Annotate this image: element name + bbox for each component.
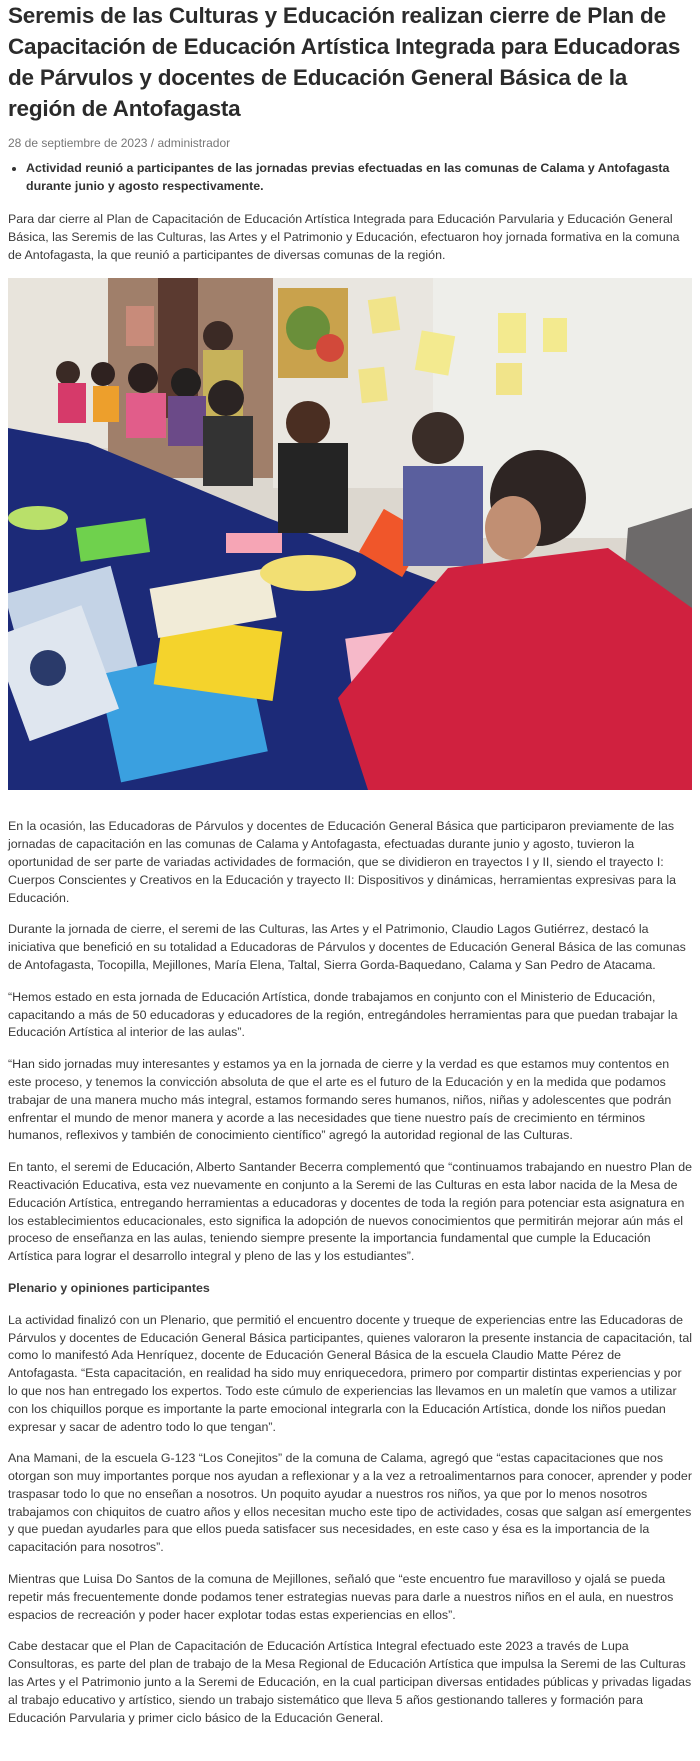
body-paragraph: “Hemos estado en esta jornada de Educación Artística, donde trabajamos en conjunto con el Ministerio de Educación, capacitando a más de 50 educadoras y educadores de la región, entregándoles herramientas para que puedan trabajar la Educación Artística al interior de las aulas”. bbox=[8, 989, 678, 1040]
intro-paragraph: Para dar cierre al Plan de Capacitación de Educación Artística Integrada para Educación Parvularia y Educación General Básica, las Seremis de las Culturas, las Artes y el Patrimonio y Educación, efectuaron hoy jornada formativa en la comuna de Antofagasta, la que reunió a participantes de diversas comunas de la región. bbox=[8, 212, 680, 262]
body-paragraph: En tanto, el seremi de Educación, Alberto Santander Becerra complementó que “continuamos trabajando en nuestro Plan de Reactivación Educativa, esta vez nuevamente en conjunto a la Seremi de las Culturas en esta labor nacida de la Mesa de Educación Artística, entregando herramientas a educadoras y docentes de toda la región para potenciar esta asignatura en los establecimientos educacionales, esto significa la adopción de nuevos conocimientos que permitirán mejorar aún más el proceso de enseñanza en las aulas, teniendo siempre presente la importancia fundamental que cumple la Educación Artística para lograr el desarrollo integral y pleno de las y los estudiantes”. bbox=[8, 1160, 692, 1264]
body-paragraph: En la ocasión, las Educadoras de Párvulos y docentes de Educación General Básica que participaron previamente de las jornadas de capacitación en las comunas de Calama y Antofagasta, efectuadas durante junio y agosto, tuvieron la oportunidad de ser parte de variadas actividades de formación, que se dividieron en trayectos I y II, siendo el trayecto I: Cuerpos Conscientes y Creativos en la Educación y trayecto II: Dispositivos y dinámicas, herramientas expresivas para la Educación. bbox=[8, 819, 677, 905]
body-paragraph: Cabe destacar que el Plan de Capacitación de Educación Artística Integral efectuado este 2023 a través de Lupa Consultoras, es parte del plan de trabajo de la Mesa Regional de Educación Artística que impulsa la Seremi de las Culturas las Artes y el Patrimonio junto a la Seremi de Educación, en la cual participan diversas entidades públicas y privadas ligadas al trabajo educativo y artístico, siendo un trabajo sistemático que lleva 5 años gestionando talleres y formación para Educación Parvularia y primer ciclo básico de la Educación General. bbox=[8, 1639, 692, 1725]
highlight-item: • Actividad reunió a participantes de las jornadas previas efectuadas en las comunas de Calama y Antofagasta durante junio y agosto respectivamente. bbox=[26, 160, 692, 195]
post-date-link[interactable]: 28 de septiembre de 2023 bbox=[8, 136, 148, 150]
meta-separator: / bbox=[147, 136, 158, 150]
section-subheading: Plenario y opiniones participantes bbox=[8, 1280, 210, 1295]
author-link[interactable]: administrador bbox=[157, 136, 231, 150]
body-paragraph: “Han sido jornadas muy interesantes y estamos ya en la jornada de cierre y la verdad es que estamos muy contentos en este proceso, y tenemos la convicción absoluta de que el arte es el futuro de la Educación y en la medida que podamos trabajar de una manera mucho más integral, estamos formando seres humanos, niños, niñas y adolescentes que podrán enfrentar el mundo de menor manera y acorde a las necesidades que tiene nuestro país de crecimiento en términos humanos, reflexivos y también de conocimiento científico” agregó la autoridad regional de las Culturas. bbox=[8, 1057, 672, 1143]
article-title: Seremis de las Culturas y Educación realizan cierre de Plan de Capacitación de Educación Artística Integrada para Educadoras de Párvulos y docentes de Educación General Básica de la región de Antofagasta bbox=[8, 3, 681, 121]
workshop-photo-illustration bbox=[8, 278, 692, 790]
body-paragraph: Ana Mamani, de la escuela G-123 “Los Conejitos” de la comuna de Calama, agregó que “estas capacitaciones que nos otorgan son muy importantes porque nos ayudan a reflexionar y a la vez a retroalimentarnos para conocer, aprender y poder traspasar todo lo que no enseñan a nosotros. Un poquito ayudar a nuestros ros niños, ya que por lo menos nosotros trabajamos con chiquitos de cuatro años y ellos necesitan mucho este tipo de actividades, cosas que salgan así emergentes y que puedan ayudarles para que ellos pueda satisfacer sus necesidades, en este caso y ésa es la importancia de la capacitación para nosotros”. bbox=[8, 1451, 692, 1555]
body-paragraph: Durante la jornada de cierre, el seremi de las Culturas, las Artes y el Patrimonio, Claudio Lagos Gutiérrez, destacó la iniciativa que benefició en su totalidad a Educadoras de Párvulos y docentes de Educación General Básica de las comunas de Antofagasta, Tocopilla, Mejillones, María Elena, Taltal, Sierra Gorda-Baquedano, Calama y San Pedro de Atacama. bbox=[8, 922, 686, 972]
post-meta bbox=[8, 136, 692, 150]
article-photo bbox=[8, 278, 692, 790]
highlights-list bbox=[8, 160, 692, 195]
body-paragraph: Mientras que Luisa Do Santos de la comuna de Mejillones, señaló que “este encuentro fue maravilloso y ojalá se pueda repetir más frecuentemente donde podamos tener estrategias nuevas para darle a nuestros niños en el aula, en nuestros espacios de recreación y poder hacer explotar todas estas experiencias en ellos”. bbox=[8, 1572, 674, 1622]
body-paragraph: La actividad finalizó con un Plenario, que permitió el encuentro docente y trueque de experiencias entre las Educadoras de Párvulos y docentes de Educación General Básica participantes, quienes valoraron la presente instancia de capacitación, tal como lo manifestó Ada Henríquez, docente de Educación General Básica de la escuela Claudio Matte Pérez de Antofagasta. “Esta capacitación, en realidad ha sido muy enriquecedora, primero por compartir distintas experiencias y por lo que nos han entregado los expertos. Todo este cúmulo de experiencias las llevamos en un maletín que vamos a utilizar con los chiquillos porque es importante la parte emocional integrarla con la Educación Artística, donde los niños puedan expresar y sacar de adentro todo lo que tengan”. bbox=[8, 1312, 692, 1434]
